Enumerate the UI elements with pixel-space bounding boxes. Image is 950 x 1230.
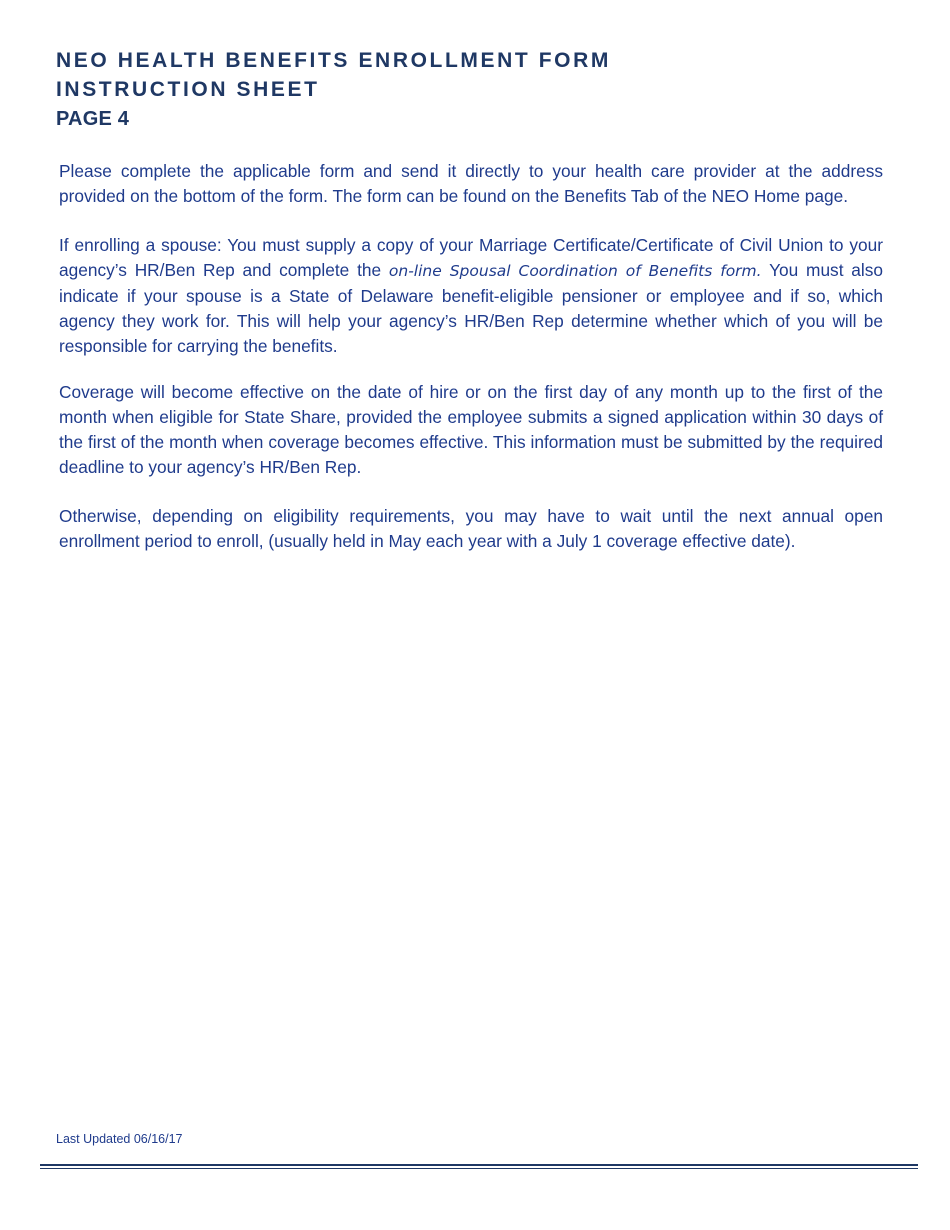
form-subtitle: INSTRUCTION SHEET: [56, 78, 320, 101]
paragraph-spouse: [59, 233, 883, 359]
form-title: NEO HEALTH BENEFITS ENROLLMENT FORM: [56, 49, 611, 72]
document-header: [56, 46, 611, 134]
spouse-text-end: You must also indicate if your spouse is a State of Delaware benefit-eligible pensioner or employee and if so, which agency they work for. This will help your agency’s HR/Ben Rep determine whether which of you will be responsible for carrying the benefits.: [59, 260, 884, 356]
paragraph-coverage: Coverage will become effective on the date of hire or on the first day of any month up to the first of the month when eligible for State Share, provided the employee submits a signed application within 30 days of the first of the month when coverage becomes effective. This information must be submitted by the required deadline to your agency’s HR/Ben Rep.: [59, 382, 883, 477]
footer-divider-thin: [40, 1168, 918, 1169]
spouse-text-start: If enrolling a spouse: You must supply a copy of your Marriage Certificate/Certificate of Civil Union to your agency’s HR/Ben Rep and complete the: [59, 235, 883, 280]
paragraph-application: Please complete the applicable form and send it directly to your health care provider at the address provided on the bottom of the form. The form can be found on the Benefits Tab of the NEO Home page.: [59, 161, 883, 206]
page-label: PAGE 4: [56, 108, 130, 130]
paragraph-open-enrollment: Otherwise, depending on eligibility requirements, you may have to wait until the next annual open enrollment period to enroll, (usually held in May each year with a July 1 coverage effective date).: [59, 506, 883, 551]
instructions-body: [59, 159, 883, 578]
last-updated-note: Last Updated 06/16/17: [56, 1132, 183, 1146]
spousal-coordination-form-reference: on-line Spousal Coordination of Benefits form.: [388, 262, 762, 280]
footer-divider: [40, 1164, 918, 1166]
